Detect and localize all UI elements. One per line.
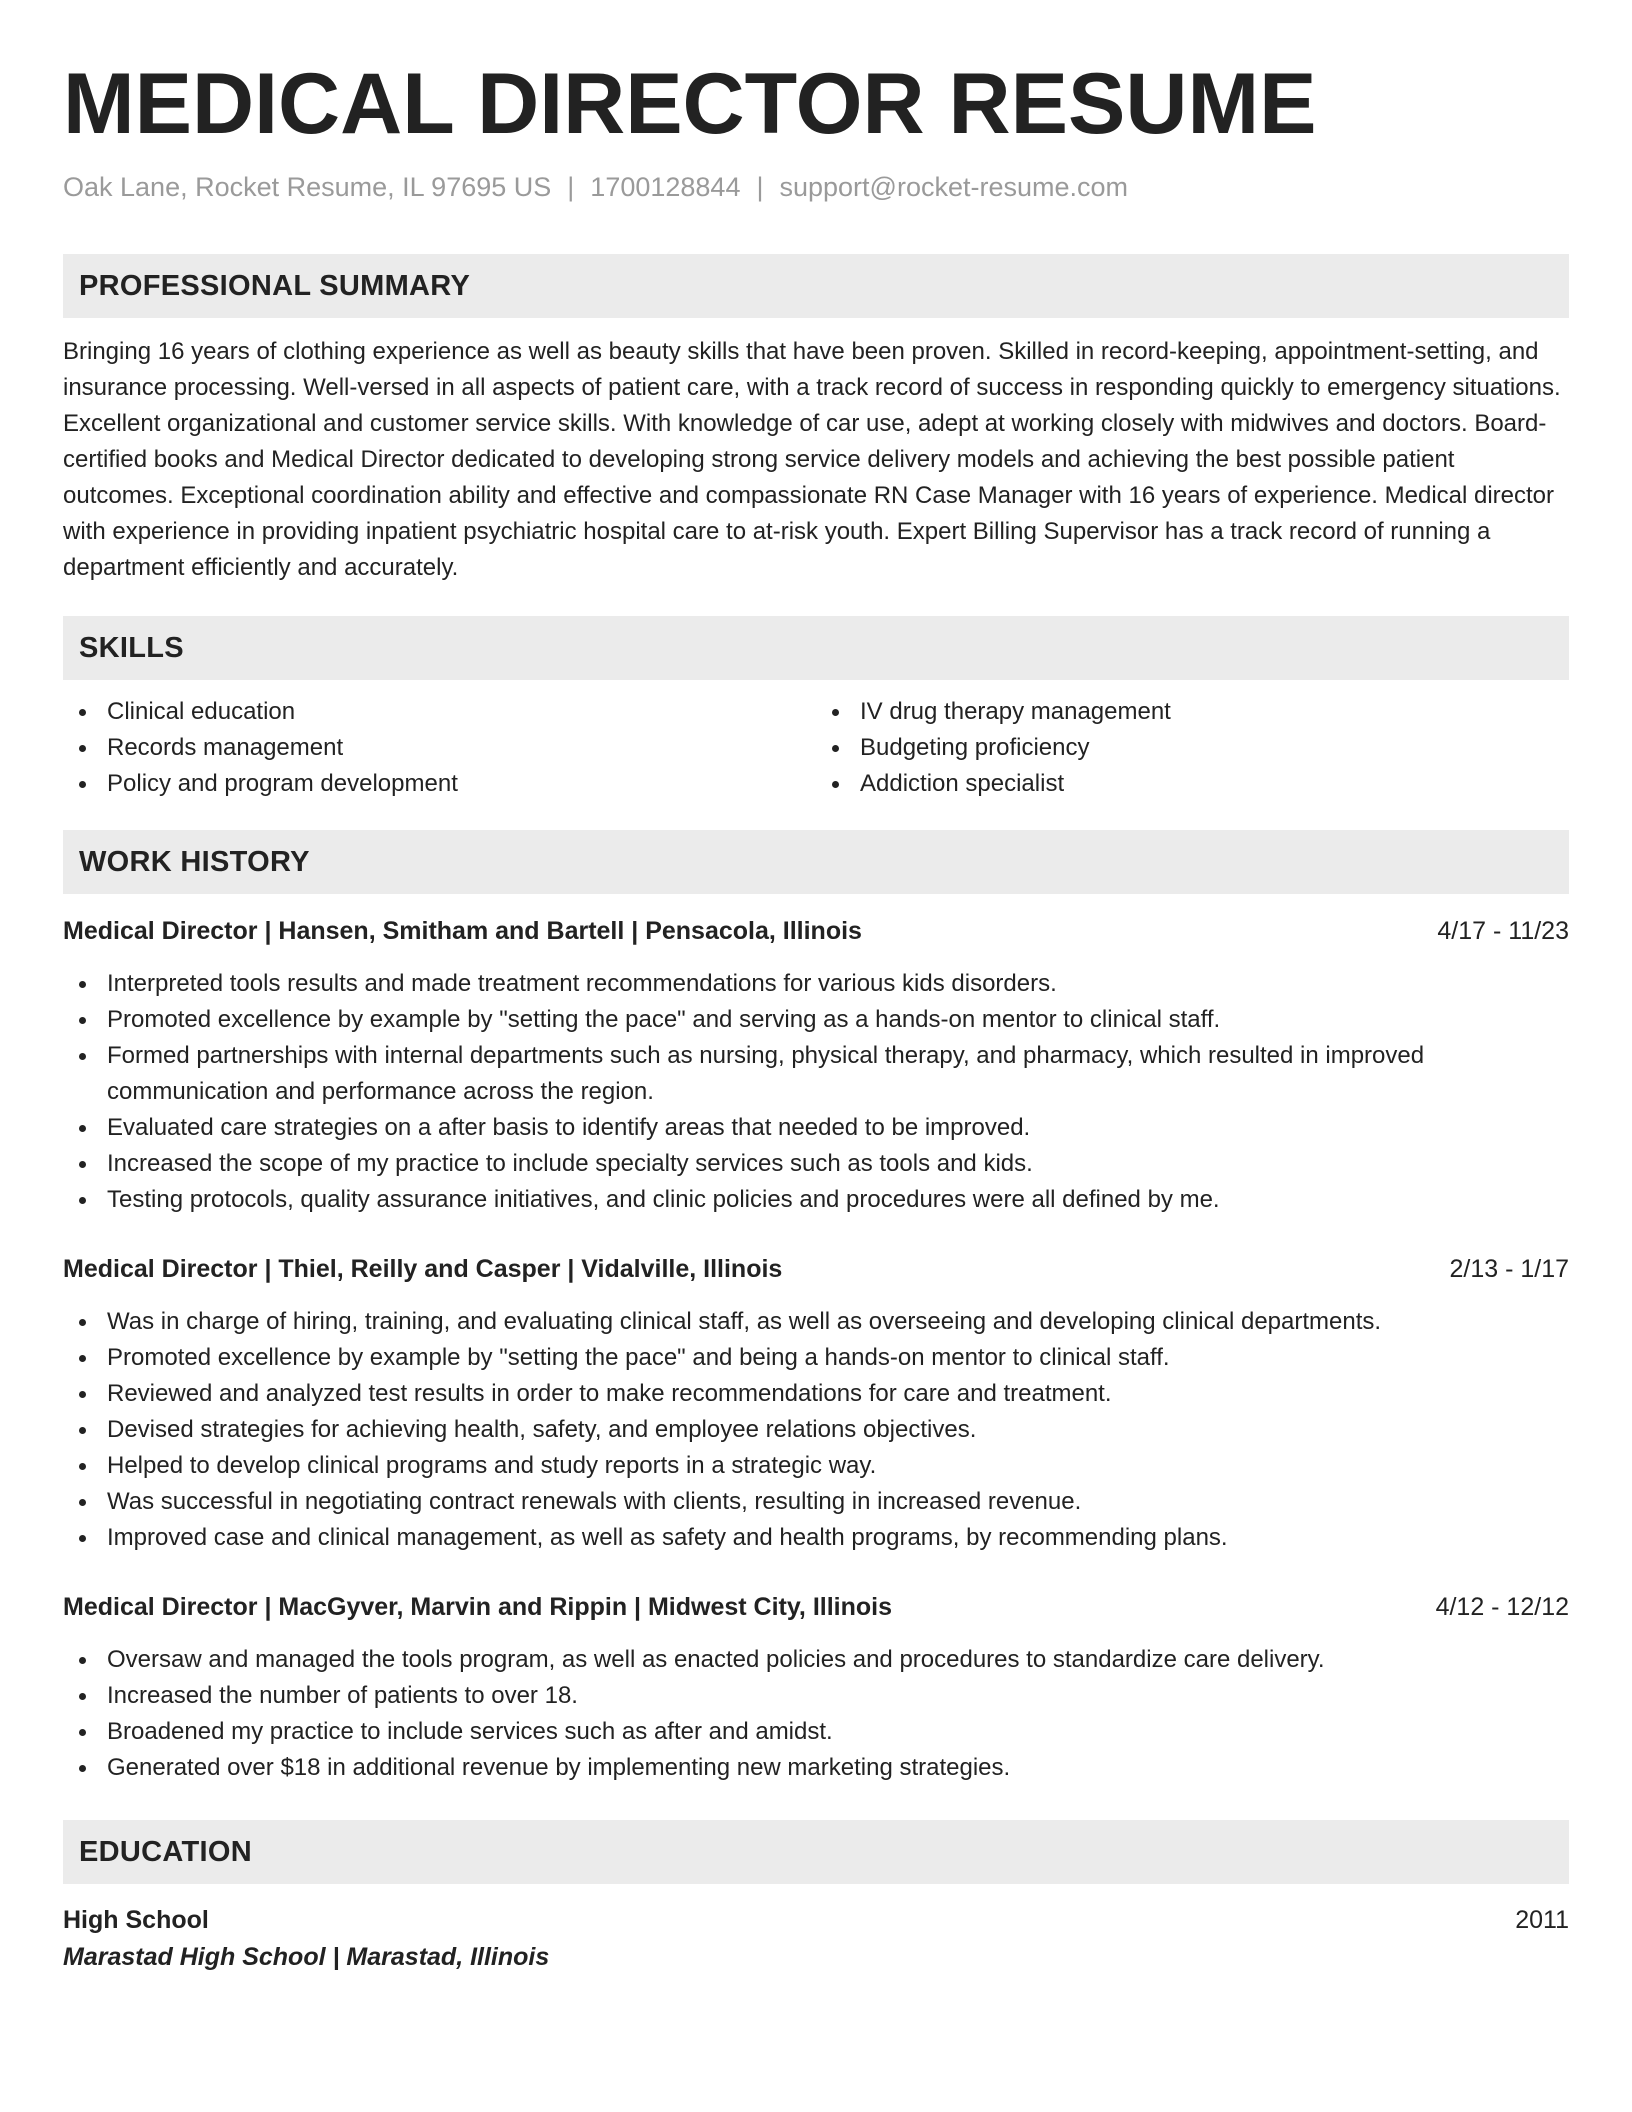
job-title: Medical Director | MacGyver, Marvin and Rippin | Midwest City, Illinois bbox=[63, 1593, 892, 1621]
job-bullets bbox=[63, 1642, 1569, 1786]
job-entry bbox=[63, 1252, 1569, 1556]
section-header-work-history: WORK HISTORY bbox=[63, 830, 1569, 894]
job-dates: 4/12 - 12/12 bbox=[1435, 1593, 1569, 1621]
job-bullet: Was in charge of hiring, training, and evaluating clinical staff, as well as overseeing and developing clinical departments. bbox=[63, 1304, 1569, 1340]
job-header bbox=[63, 914, 1569, 948]
job-entry bbox=[63, 1590, 1569, 1786]
skill-item: Clinical education bbox=[63, 694, 816, 730]
skills-column-right bbox=[816, 694, 1569, 802]
job-bullet: Increased the scope of my practice to include specialty services such as tools and kids. bbox=[63, 1146, 1569, 1182]
job-bullet: Testing protocols, quality assurance initiatives, and clinic policies and procedures were all defined by me. bbox=[63, 1182, 1569, 1218]
education-degree: High School bbox=[63, 1906, 209, 1934]
contact-separator: | bbox=[567, 172, 575, 202]
job-dates: 2/13 - 1/17 bbox=[1449, 1255, 1569, 1283]
job-bullets bbox=[63, 1304, 1569, 1556]
contact-address: Oak Lane, Rocket Resume, IL 97695 US bbox=[63, 172, 552, 202]
skill-item: Addiction specialist bbox=[816, 766, 1569, 802]
job-entry bbox=[63, 914, 1569, 1218]
skill-item: IV drug therapy management bbox=[816, 694, 1569, 730]
education-header bbox=[63, 1902, 1569, 1938]
education-entry bbox=[63, 1902, 1569, 1976]
job-title: Medical Director | Thiel, Reilly and Casper | Vidalville, Illinois bbox=[63, 1255, 783, 1283]
skill-item: Policy and program development bbox=[63, 766, 816, 802]
job-bullet: Broadened my practice to include services such as after and amidst. bbox=[63, 1714, 1569, 1750]
education-school: Marastad High School | Marastad, Illinois bbox=[63, 1943, 550, 1971]
skill-item: Budgeting proficiency bbox=[816, 730, 1569, 766]
job-bullet: Helped to develop clinical programs and study reports in a strategic way. bbox=[63, 1448, 1569, 1484]
job-title: Medical Director | Hansen, Smitham and Bartell | Pensacola, Illinois bbox=[63, 917, 862, 945]
job-bullet: Formed partnerships with internal departments such as nursing, physical therapy, and pharmacy, which resulted in improved communication and performance across the region. bbox=[63, 1038, 1569, 1110]
section-header-education: EDUCATION bbox=[63, 1820, 1569, 1884]
job-header bbox=[63, 1252, 1569, 1286]
job-bullet: Generated over $18 in additional revenue by implementing new marketing strategies. bbox=[63, 1750, 1569, 1786]
job-bullet: Reviewed and analyzed test results in order to make recommendations for care and treatment. bbox=[63, 1376, 1569, 1412]
contact-email: support@rocket-resume.com bbox=[779, 172, 1129, 202]
contact-phone: 1700128844 bbox=[590, 172, 741, 202]
job-header bbox=[63, 1590, 1569, 1624]
skills-list bbox=[63, 694, 1569, 802]
job-bullet: Was successful in negotiating contract renewals with clients, resulting in increased revenue. bbox=[63, 1484, 1569, 1520]
job-bullet: Devised strategies for achieving health, safety, and employee relations objectives. bbox=[63, 1412, 1569, 1448]
skills-column-left bbox=[63, 694, 816, 802]
job-bullet: Increased the number of patients to over 18. bbox=[63, 1678, 1569, 1714]
job-dates: 4/17 - 11/23 bbox=[1437, 917, 1569, 945]
job-bullet: Promoted excellence by example by "setting the pace" and serving as a hands-on mentor to clinical staff. bbox=[63, 1002, 1569, 1038]
job-bullet: Promoted excellence by example by "setting the pace" and being a hands-on mentor to clinical staff. bbox=[63, 1340, 1569, 1376]
section-header-skills: SKILLS bbox=[63, 616, 1569, 680]
job-bullet: Improved case and clinical management, as well as safety and health programs, by recommending plans. bbox=[63, 1520, 1569, 1556]
skill-item: Records management bbox=[63, 730, 816, 766]
education-year: 2011 bbox=[1515, 1906, 1569, 1934]
job-bullet: Evaluated care strategies on a after basis to identify areas that needed to be improved. bbox=[63, 1110, 1569, 1146]
summary-text: Bringing 16 years of clothing experience as well as beauty skills that have been proven. Skilled in record-keeping, appointment-setting, and insurance processing. Well-versed in all aspects of patient care, with a track record of success in responding quickly to emergency situations. Excellent organizational and customer service skills. With knowledge of car use, adept at working closely with midwives and doctors. Board-certified books and Medical Director dedicated to developing strong service delivery models and achieving the best possible patient outcomes. Exceptional coordination ability and effective and compassionate RN Case Manager with 16 years of experience. Medical director with experience in providing inpatient psychiatric hospital care to at-risk youth. Expert Billing Supervisor has a track record of running a department efficiently and accurately. bbox=[63, 338, 1561, 581]
job-bullet: Interpreted tools results and made treatment recommendations for various kids disorders. bbox=[63, 966, 1569, 1002]
contact-separator: | bbox=[756, 172, 764, 202]
resume-title: MEDICAL DIRECTOR RESUME bbox=[63, 56, 1317, 152]
section-header-summary: PROFESSIONAL SUMMARY bbox=[63, 254, 1569, 318]
job-bullet: Oversaw and managed the tools program, as well as enacted policies and procedures to standardize care delivery. bbox=[63, 1642, 1569, 1678]
job-bullets bbox=[63, 966, 1569, 1218]
contact-line bbox=[63, 170, 1569, 204]
